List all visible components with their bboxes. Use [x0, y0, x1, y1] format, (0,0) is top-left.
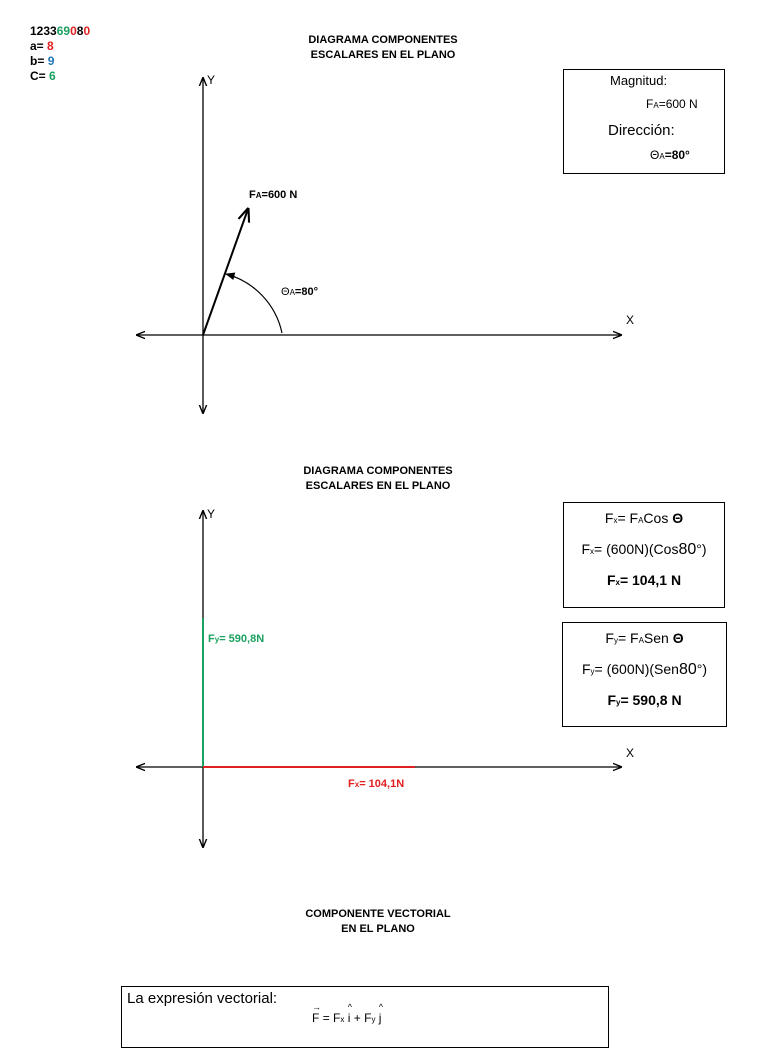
magnitude-title: Magnitud: [610, 73, 668, 88]
fx-formula-line2: Fx= (600N)(Cos80°) [581, 541, 707, 558]
fy-formula-box [562, 622, 727, 727]
direction-value: ΘA=80° [650, 148, 690, 162]
fx-formula-box [563, 502, 725, 608]
vector-expression-heading: La expresión vectorial: [127, 990, 278, 1007]
diagram2-y-label: Y [207, 507, 216, 521]
angle-label-theta: ΘA=80° [281, 286, 318, 298]
fx-formula-line1: Fx= FACos Θ [604, 510, 684, 526]
vector-f: → F [312, 1002, 321, 1025]
diagram3-title: COMPONENTE VECTORIAL EN EL PLANO [305, 908, 451, 935]
i-hat: ^ i [347, 1002, 352, 1025]
fy-label: Fy= 590,8N [208, 633, 265, 645]
hat-icon: ^ [347, 1002, 352, 1012]
fy-formula-line1: Fy= FASen Θ [605, 630, 684, 646]
fy-formula-line2: Fy= (600N)(Sen80°) [581, 661, 708, 678]
hat-icon: ^ [378, 1002, 384, 1012]
j-hat: ^ j [378, 1002, 384, 1025]
variable-c: C= 6 [30, 69, 56, 83]
magnitude-value: FA=600 N [646, 97, 698, 111]
direction-title: Dirección: [608, 122, 675, 139]
fx-label: Fx= 104,1N [348, 778, 405, 790]
diagram1-y-label: Y [207, 73, 216, 87]
student-code-number: 123369080 [30, 24, 91, 38]
diagram1-title: DIAGRAMA COMPONENTES ESCALARES EN EL PLANO [308, 34, 458, 61]
vector-expression-box [121, 986, 609, 1048]
variable-a: a= 8 [30, 39, 54, 53]
vector-expression-formula: → F = Fx ^ i + Fy ^ j [312, 1002, 384, 1025]
force-label-fa: FA=600 N [249, 189, 298, 201]
fy-formula-line3: Fy= 590,8 N [607, 692, 682, 708]
diagram2-x-label: X [626, 746, 635, 760]
fx-formula-line3: Fx= 104,1 N [606, 572, 682, 588]
variable-b: b= 9 [30, 54, 55, 68]
diagram1-x-label: X [626, 313, 635, 327]
diagram2-title: DIAGRAMA COMPONENTES ESCALARES EN EL PLANO [303, 465, 453, 492]
vector-arrow-icon: → [312, 1002, 321, 1012]
